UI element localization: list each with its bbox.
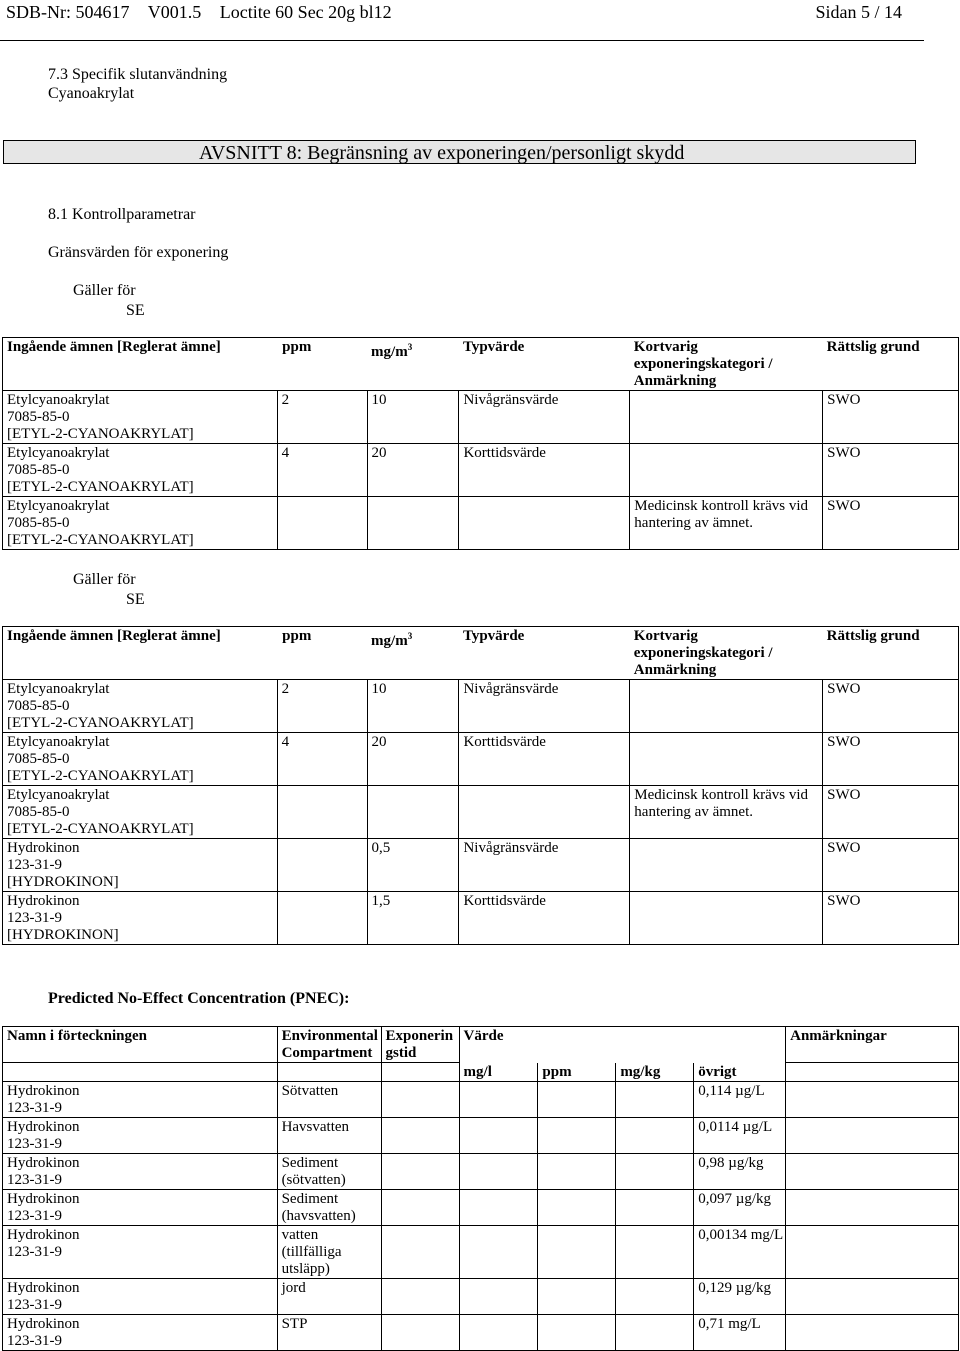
- pnec-exposure-cell: [381, 1190, 459, 1226]
- pnec-exposure-cell: [381, 1154, 459, 1190]
- substance-name: Etylcyanoakrylat: [7, 392, 110, 408]
- pnec-mgkg-cell: [616, 1226, 694, 1279]
- pnec-substance-cas: 123-31-9: [7, 1297, 62, 1313]
- legal-cell: SWO: [823, 444, 959, 497]
- pnec-mgl-cell: [459, 1315, 538, 1351]
- pnec-substance-cas: 123-31-9: [7, 1136, 62, 1152]
- pnec-other-cell: 0,00134 mg/L: [694, 1226, 786, 1279]
- ppm-cell: [277, 497, 367, 550]
- pnec-ppm-cell: [538, 1118, 616, 1154]
- pnec-substance-name: Hydrokinon: [7, 1119, 80, 1135]
- pnec-notes-cell: [786, 1279, 959, 1315]
- pnec-notes-cell: [786, 1118, 959, 1154]
- section-8-banner: [3, 140, 916, 164]
- pnec-substance-cell: [3, 1118, 278, 1154]
- pnec-env-cell: Havsvatten: [277, 1118, 381, 1154]
- applies-label-2: Gäller för: [73, 571, 136, 588]
- page-number: Sidan 5 / 14: [815, 2, 902, 22]
- col-legal: Rättslig grund: [826, 628, 920, 644]
- pnec-substance-cas: 123-31-9: [7, 1333, 62, 1349]
- pnec-notes-cell: [786, 1190, 959, 1226]
- pnec-mgl-cell: [459, 1226, 538, 1279]
- legal-cell: SWO: [823, 839, 959, 892]
- col-mgm3: $mg/m^3$: [371, 631, 413, 649]
- category-cell: Medicinsk kontroll krävs vid hantering av ämnet.: [630, 497, 823, 550]
- col-category: Kortvarig exponeringskategori / Anmärkning: [633, 628, 773, 678]
- pnec-col-notes: Anmärkningar: [786, 1027, 959, 1063]
- pnec-row: [3, 1118, 959, 1154]
- ppm-cell: 4: [277, 733, 367, 786]
- pnec-exposure-cell: [381, 1118, 459, 1154]
- substance-name: Hydrokinon: [7, 840, 80, 856]
- pnec-col-other: övrigt: [694, 1063, 786, 1082]
- pnec-mgl-cell: [459, 1279, 538, 1315]
- substance-reg: [ETYL-2-CYANOAKRYLAT]: [7, 426, 194, 442]
- pnec-col-mgkg: mg/kg: [616, 1063, 694, 1082]
- substance-cell: [3, 680, 278, 733]
- pnec-env-cell: Sediment (havsvatten): [277, 1190, 381, 1226]
- table-row: [3, 444, 959, 497]
- substance-cell: [3, 839, 278, 892]
- pnec-notes-cell: [786, 1226, 959, 1279]
- col-mgm3: $mg/m^3$: [371, 342, 413, 360]
- pnec-exposure-cell: [381, 1226, 459, 1279]
- pnec-exposure-cell: [381, 1279, 459, 1315]
- pnec-mgl-cell: [459, 1154, 538, 1190]
- pnec-substance-cas: 123-31-9: [7, 1244, 62, 1260]
- pnec-other-cell: 0,114 µg/L: [694, 1082, 786, 1118]
- exposure-limit-table-1: [2, 337, 959, 550]
- pnec-col-exposure: Exponerin gstid: [381, 1027, 459, 1063]
- pnec-col-mgl: mg/l: [459, 1063, 538, 1082]
- ppm-cell: 4: [277, 444, 367, 497]
- pnec-substance-cas: 123-31-9: [7, 1100, 62, 1116]
- col-substance: Ingående ämnen [Reglerat ämne]: [7, 339, 221, 355]
- pnec-substance-cell: [3, 1226, 278, 1279]
- pnec-substance-cell: [3, 1279, 278, 1315]
- type-cell: Korttidsvärde: [459, 892, 630, 945]
- category-cell: [630, 839, 823, 892]
- type-cell: Nivågränsvärde: [459, 839, 630, 892]
- header-divider: [0, 40, 924, 41]
- sdb-number: SDB-Nr: 504617: [6, 2, 130, 22]
- table-row: [3, 391, 959, 444]
- category-cell: [630, 680, 823, 733]
- ppm-cell: [277, 839, 367, 892]
- table-row: [3, 786, 959, 839]
- substance-cell: [3, 497, 278, 550]
- pnec-row: [3, 1082, 959, 1118]
- col-ppm: ppm: [282, 339, 312, 355]
- pnec-row: [3, 1226, 959, 1279]
- category-cell: [630, 733, 823, 786]
- substance-cas: 7085-85-0: [7, 751, 70, 767]
- substance-name: Hydrokinon: [7, 893, 80, 909]
- substance-cas: 7085-85-0: [7, 409, 70, 425]
- pnec-mgkg-cell: [616, 1279, 694, 1315]
- pnec-substance-name: Hydrokinon: [7, 1316, 80, 1332]
- type-cell: Korttidsvärde: [459, 733, 630, 786]
- product-name: Loctite 60 Sec 20g bl12: [219, 2, 392, 22]
- substance-reg: [ETYL-2-CYANOAKRYLAT]: [7, 479, 194, 495]
- pnec-mgl-cell: [459, 1082, 538, 1118]
- page-header: [6, 2, 406, 23]
- substance-cas: 123-31-9: [7, 857, 62, 873]
- pnec-col-env: Environmental Compartment: [277, 1027, 381, 1063]
- category-cell: [630, 391, 823, 444]
- pnec-substance-cell: [3, 1082, 278, 1118]
- applies-country: SE: [126, 302, 145, 319]
- ppm-cell: [277, 892, 367, 945]
- pnec-mgkg-cell: [616, 1190, 694, 1226]
- category-cell: [630, 444, 823, 497]
- ppm-cell: 2: [277, 680, 367, 733]
- col-legal: Rättslig grund: [826, 339, 920, 355]
- category-cell: [630, 892, 823, 945]
- pnec-substance-name: Hydrokinon: [7, 1155, 80, 1171]
- type-cell: Nivågränsvärde: [459, 391, 630, 444]
- substance-reg: [ETYL-2-CYANOAKRYLAT]: [7, 532, 194, 548]
- substance-cas: 7085-85-0: [7, 462, 70, 478]
- legal-cell: SWO: [823, 497, 959, 550]
- pnec-env-cell: Sötvatten: [277, 1082, 381, 1118]
- pnec-notes-cell: [786, 1154, 959, 1190]
- section-8-1-title: 8.1 Kontrollparametrar: [48, 206, 196, 223]
- pnec-env-cell: vatten (tillfälliga utsläpp): [277, 1226, 381, 1279]
- category-cell: Medicinsk kontroll krävs vid hantering av ämnet.: [630, 786, 823, 839]
- col-category: Kortvarig exponeringskategori / Anmärkning: [633, 339, 773, 389]
- mgm3-cell: 20: [367, 444, 459, 497]
- pnec-ppm-cell: [538, 1082, 616, 1118]
- table-row: [3, 497, 959, 550]
- table-row: [3, 733, 959, 786]
- pnec-mgkg-cell: [616, 1118, 694, 1154]
- legal-cell: SWO: [823, 680, 959, 733]
- substance-reg: [ETYL-2-CYANOAKRYLAT]: [7, 821, 194, 837]
- substance-name: Etylcyanoakrylat: [7, 498, 110, 514]
- pnec-row: [3, 1190, 959, 1226]
- mgm3-cell: 20: [367, 733, 459, 786]
- pnec-col-ppm: ppm: [538, 1063, 616, 1082]
- substance-cas: 123-31-9: [7, 910, 62, 926]
- pnec-substance-name: Hydrokinon: [7, 1280, 80, 1296]
- pnec-env-cell: Sediment (sötvatten): [277, 1154, 381, 1190]
- mgm3-cell: 10: [367, 680, 459, 733]
- pnec-mgl-cell: [459, 1118, 538, 1154]
- mgm3-cell: [367, 497, 459, 550]
- substance-cell: [3, 444, 278, 497]
- legal-cell: SWO: [823, 733, 959, 786]
- substance-name: Etylcyanoakrylat: [7, 787, 110, 803]
- substance-cell: [3, 391, 278, 444]
- section-7-3-value: Cyanoakrylat: [48, 85, 135, 102]
- substance-reg: [HYDROKINON]: [7, 874, 119, 890]
- pnec-substance-cas: 123-31-9: [7, 1172, 62, 1188]
- pnec-ppm-cell: [538, 1279, 616, 1315]
- col-ppm: ppm: [282, 628, 312, 644]
- pnec-substance-cell: [3, 1190, 278, 1226]
- pnec-substance-name: Hydrokinon: [7, 1191, 80, 1207]
- type-cell: Nivågränsvärde: [459, 680, 630, 733]
- legal-cell: SWO: [823, 786, 959, 839]
- substance-cell: [3, 733, 278, 786]
- pnec-substance-cell: [3, 1154, 278, 1190]
- pnec-row: [3, 1279, 959, 1315]
- ppm-cell: [277, 786, 367, 839]
- pnec-table: [2, 1026, 959, 1351]
- pnec-other-cell: 0,129 µg/kg: [694, 1279, 786, 1315]
- pnec-notes-cell: [786, 1082, 959, 1118]
- mgm3-cell: 10: [367, 391, 459, 444]
- legal-cell: SWO: [823, 391, 959, 444]
- pnec-mgkg-cell: [616, 1154, 694, 1190]
- version: V001.5: [147, 2, 202, 22]
- pnec-mgkg-cell: [616, 1315, 694, 1351]
- substance-name: Etylcyanoakrylat: [7, 445, 110, 461]
- applies-country-2: SE: [126, 591, 145, 608]
- table-row: [3, 892, 959, 945]
- pnec-other-cell: 0,0114 µg/L: [694, 1118, 786, 1154]
- substance-cas: 7085-85-0: [7, 515, 70, 531]
- pnec-substance-cas: 123-31-9: [7, 1208, 62, 1224]
- pnec-substance-cell: [3, 1315, 278, 1351]
- pnec-mgkg-cell: [616, 1082, 694, 1118]
- type-cell: [459, 497, 630, 550]
- substance-reg: [HYDROKINON]: [7, 927, 119, 943]
- substance-cell: [3, 786, 278, 839]
- exposure-limit-table-2: [2, 626, 959, 945]
- substance-name: Etylcyanoakrylat: [7, 681, 110, 697]
- pnec-exposure-cell: [381, 1082, 459, 1118]
- pnec-notes-cell: [786, 1315, 959, 1351]
- mgm3-cell: 0,5: [367, 839, 459, 892]
- substance-reg: [ETYL-2-CYANOAKRYLAT]: [7, 768, 194, 784]
- type-cell: [459, 786, 630, 839]
- pnec-other-cell: 0,98 µg/kg: [694, 1154, 786, 1190]
- pnec-title: Predicted No-Effect Concentration (PNEC):: [48, 990, 350, 1007]
- mgm3-cell: 1,5: [367, 892, 459, 945]
- table-row: [3, 680, 959, 733]
- substance-cell: [3, 892, 278, 945]
- type-cell: Korttidsvärde: [459, 444, 630, 497]
- section-8-title: AVSNITT 8: Begränsning av exponeringen/personligt skydd: [199, 142, 685, 164]
- substance-reg: [ETYL-2-CYANOAKRYLAT]: [7, 715, 194, 731]
- col-type: Typvärde: [462, 339, 525, 355]
- exposure-limits-heading: Gränsvärden för exponering: [48, 244, 229, 261]
- pnec-env-cell: jord: [277, 1279, 381, 1315]
- substance-cas: 7085-85-0: [7, 698, 70, 714]
- pnec-other-cell: 0,71 mg/L: [694, 1315, 786, 1351]
- pnec-ppm-cell: [538, 1190, 616, 1226]
- mgm3-cell: [367, 786, 459, 839]
- table-row: [3, 839, 959, 892]
- pnec-ppm-cell: [538, 1154, 616, 1190]
- section-7-3-title: 7.3 Specifik slutanvändning: [48, 66, 228, 83]
- pnec-env-cell: STP: [277, 1315, 381, 1351]
- pnec-col-value: Värde: [459, 1027, 786, 1063]
- col-substance: Ingående ämnen [Reglerat ämne]: [7, 628, 221, 644]
- substance-name: Etylcyanoakrylat: [7, 734, 110, 750]
- col-type: Typvärde: [462, 628, 525, 644]
- pnec-exposure-cell: [381, 1315, 459, 1351]
- pnec-mgl-cell: [459, 1190, 538, 1226]
- pnec-ppm-cell: [538, 1226, 616, 1279]
- pnec-substance-name: Hydrokinon: [7, 1227, 80, 1243]
- substance-cas: 7085-85-0: [7, 804, 70, 820]
- ppm-cell: 2: [277, 391, 367, 444]
- pnec-other-cell: 0,097 µg/kg: [694, 1190, 786, 1226]
- pnec-row: [3, 1154, 959, 1190]
- legal-cell: SWO: [823, 892, 959, 945]
- pnec-ppm-cell: [538, 1315, 616, 1351]
- pnec-substance-name: Hydrokinon: [7, 1083, 80, 1099]
- pnec-col-name: Namn i förteckningen: [7, 1028, 147, 1044]
- pnec-row: [3, 1315, 959, 1351]
- applies-label: Gäller för: [73, 282, 136, 299]
